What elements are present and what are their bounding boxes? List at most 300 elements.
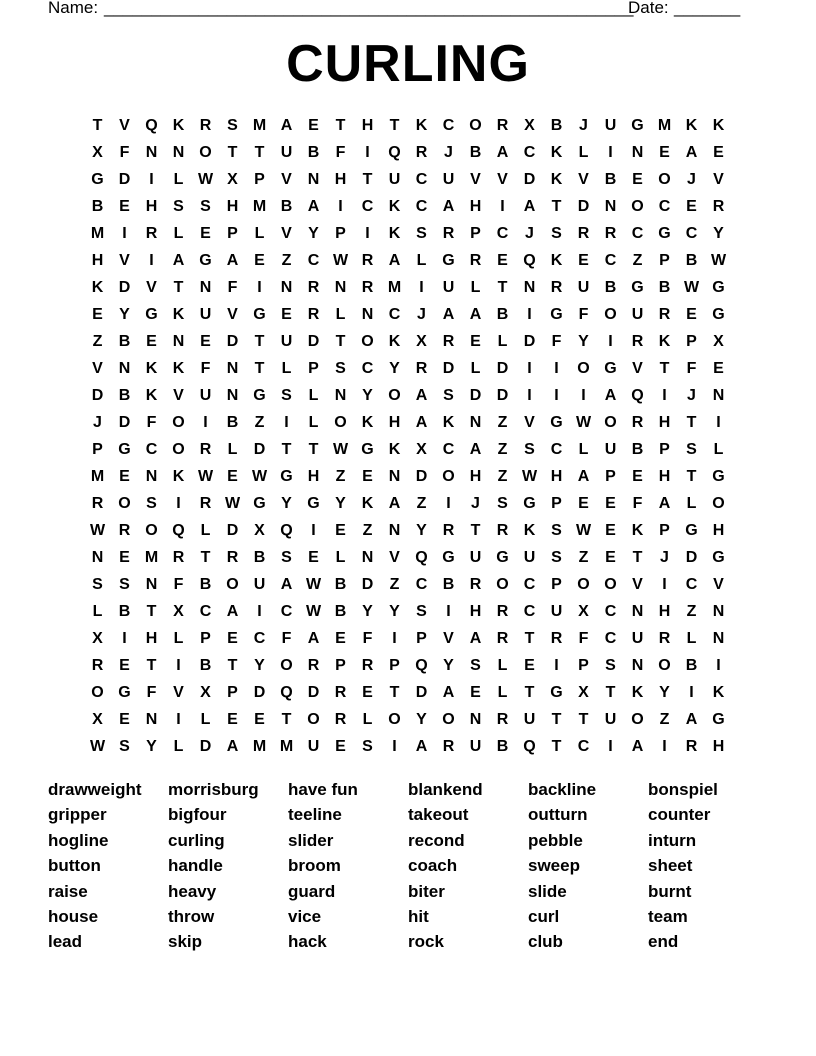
grid-row	[84, 220, 732, 247]
grid-letter: P	[659, 441, 670, 458]
grid-letter: Q	[388, 144, 401, 161]
grid-letter: Z	[92, 333, 103, 350]
grid-letter: C	[658, 198, 671, 215]
grid-letter: T	[524, 684, 535, 701]
grid-letter: K	[631, 522, 644, 539]
grid-letter: Y	[416, 522, 427, 539]
grid-letter: K	[361, 414, 374, 431]
grid-letter: J	[471, 495, 480, 512]
grid-letter: X	[92, 711, 103, 728]
grid-letter: T	[686, 468, 697, 485]
grid-row	[84, 355, 732, 382]
grid-letter: E	[227, 630, 238, 647]
grid-letter: R	[415, 144, 428, 161]
grid-letter: T	[227, 144, 238, 161]
grid-letter: N	[145, 144, 158, 161]
grid-letter: E	[200, 225, 211, 242]
grid-letter: T	[335, 117, 346, 134]
grid-letter: I	[608, 333, 613, 350]
grid-letter: K	[550, 252, 563, 269]
grid-letter: N	[118, 360, 131, 377]
grid-letter: E	[578, 495, 589, 512]
grid-letter: E	[254, 711, 265, 728]
grid-row	[84, 436, 732, 463]
grid-letter: A	[172, 252, 185, 269]
grid-letter: N	[604, 198, 617, 215]
word-list-item: bigfour	[168, 805, 227, 825]
word-list-item: button	[48, 856, 101, 876]
grid-letter: S	[416, 603, 427, 620]
grid-letter: P	[578, 657, 589, 674]
word-list-item: house	[48, 906, 99, 926]
grid-letter: C	[523, 144, 536, 161]
grid-letter: B	[685, 252, 698, 269]
grid-letter: T	[551, 711, 562, 728]
word-list-item: takeout	[408, 805, 469, 825]
grid-letter: X	[173, 603, 184, 620]
grid-letter: G	[280, 468, 293, 485]
grid-letter: E	[605, 549, 616, 566]
grid-letter: Y	[254, 657, 265, 674]
word-list-item: vice	[288, 906, 322, 926]
grid-letter: Y	[389, 603, 400, 620]
grid-letter: U	[442, 279, 455, 296]
grid-letter: J	[525, 225, 534, 242]
grid-letter: V	[713, 576, 724, 593]
grid-row	[84, 544, 732, 571]
grid-letter: P	[551, 495, 562, 512]
grid-letter: R	[631, 414, 644, 431]
grid-letter: A	[442, 306, 455, 323]
grid-letter: Q	[523, 252, 536, 269]
grid-letter: G	[712, 711, 725, 728]
grid-letter: B	[199, 657, 212, 674]
grid-letter: S	[497, 495, 508, 512]
grid-letter: S	[119, 576, 130, 593]
grid-letter: T	[173, 279, 184, 296]
grid-letter: D	[523, 333, 536, 350]
grid-letter: O	[91, 684, 104, 701]
grid-letter: J	[444, 144, 453, 161]
grid-letter: G	[550, 414, 563, 431]
grid-letter: I	[122, 225, 127, 242]
grid-letter: T	[578, 711, 589, 728]
grid-letter: C	[685, 576, 698, 593]
grid-letter: I	[392, 630, 397, 647]
grid-letter: J	[93, 414, 102, 431]
grid-letter: I	[149, 171, 154, 188]
grid-letter: X	[416, 441, 427, 458]
word-list-item: hack	[288, 932, 327, 952]
grid-letter: O	[226, 576, 239, 593]
grid-letter: W	[224, 495, 241, 512]
grid-letter: X	[200, 684, 211, 701]
grid-letter: A	[226, 603, 239, 620]
grid-letter: F	[686, 360, 697, 377]
grid-row	[84, 598, 732, 625]
grid-letter: A	[523, 198, 536, 215]
grid-letter: R	[469, 576, 482, 593]
grid-letter: C	[442, 117, 455, 134]
word-list-item: drawweight	[48, 780, 142, 799]
grid-letter: Z	[254, 414, 265, 431]
grid-letter: S	[551, 225, 562, 242]
grid-letter: I	[500, 198, 505, 215]
grid-letter: S	[416, 225, 427, 242]
grid-letter: M	[252, 198, 267, 215]
grid-letter: I	[527, 387, 532, 404]
grid-letter: G	[361, 441, 374, 458]
grid-letter: C	[361, 198, 374, 215]
grid-letter: Q	[280, 684, 293, 701]
grid-letter: M	[279, 738, 294, 755]
grid-letter: C	[361, 360, 374, 377]
grid-letter: Q	[631, 387, 644, 404]
grid-letter: A	[685, 711, 698, 728]
grid-letter: D	[118, 279, 131, 296]
grid-letter: W	[710, 252, 727, 269]
grid-letter: Y	[119, 306, 130, 323]
grid-letter: J	[660, 549, 669, 566]
grid-letter: G	[118, 441, 131, 458]
grid-letter: B	[118, 603, 131, 620]
grid-letter: N	[361, 549, 374, 566]
grid-letter: E	[578, 252, 589, 269]
grid-letter: A	[631, 738, 644, 755]
grid-letter: Z	[659, 711, 670, 728]
grid-letter: X	[92, 144, 103, 161]
grid-letter: G	[145, 306, 158, 323]
grid-letter: E	[92, 306, 103, 323]
grid-letter: B	[550, 117, 563, 134]
grid-row	[84, 274, 732, 301]
grid-letter: E	[281, 306, 292, 323]
grid-letter: C	[550, 441, 563, 458]
grid-letter: I	[662, 576, 667, 593]
grid-letter: V	[497, 171, 508, 188]
grid-letter: L	[200, 522, 211, 539]
grid-letter: E	[146, 333, 157, 350]
grid-letter: O	[496, 576, 509, 593]
grid-letter: A	[226, 252, 239, 269]
grid-letter: P	[227, 684, 238, 701]
grid-letter: N	[631, 603, 644, 620]
grid-letter: B	[604, 279, 617, 296]
grid-letter: L	[254, 225, 265, 242]
grid-letter: N	[334, 279, 347, 296]
grid-letter: O	[172, 414, 185, 431]
date-blank: _______	[674, 0, 741, 17]
word-list-item: teeline	[288, 805, 342, 825]
grid-letter: D	[442, 360, 455, 377]
grid-row	[84, 328, 732, 355]
grid-letter: B	[496, 306, 509, 323]
grid-letter: A	[226, 738, 239, 755]
grid-letter: Z	[497, 414, 508, 431]
grid-letter: D	[226, 522, 239, 539]
grid-letter: I	[149, 252, 154, 269]
grid-letter: E	[686, 198, 697, 215]
word-list-item: outturn	[528, 805, 588, 825]
grid-letter: P	[200, 630, 211, 647]
grid-letter: U	[442, 171, 455, 188]
grid-letter: A	[388, 495, 401, 512]
grid-letter: S	[200, 198, 211, 215]
grid-letter: E	[335, 738, 346, 755]
grid-letter: S	[686, 441, 697, 458]
grid-letter: Z	[632, 252, 643, 269]
grid-letter: U	[388, 171, 401, 188]
grid-letter: C	[199, 603, 212, 620]
grid-letter: V	[632, 360, 643, 377]
grid-letter: A	[658, 495, 671, 512]
grid-letter: N	[172, 333, 185, 350]
grid-letter: A	[469, 630, 482, 647]
word-list-item: have fun	[288, 780, 358, 799]
grid-letter: L	[308, 387, 319, 404]
grid-letter: C	[604, 252, 617, 269]
grid-letter: T	[659, 360, 670, 377]
grid-letter: F	[362, 630, 373, 647]
grid-letter: P	[686, 333, 697, 350]
grid-letter: B	[334, 603, 347, 620]
grid-letter: Z	[389, 576, 400, 593]
grid-letter: I	[338, 198, 343, 215]
grid-letter: H	[712, 522, 725, 539]
grid-letter: H	[469, 468, 482, 485]
grid-letter: N	[280, 279, 293, 296]
grid-letter: M	[252, 738, 267, 755]
word-list-item: recond	[408, 830, 465, 850]
grid-letter: O	[145, 522, 158, 539]
grid-letter: I	[527, 360, 532, 377]
grid-letter: H	[91, 252, 104, 269]
word-list-item: lead	[48, 932, 83, 952]
grid-letter: R	[172, 549, 185, 566]
grid-letter: E	[254, 252, 265, 269]
grid-letter: H	[712, 738, 725, 755]
word-list-item: club	[528, 932, 563, 952]
grid-letter: E	[119, 657, 130, 674]
grid-letter: F	[227, 279, 238, 296]
grid-letter: R	[199, 117, 212, 134]
grid-letter: N	[388, 522, 401, 539]
grid-letter: O	[631, 198, 644, 215]
grid-letter: R	[442, 225, 455, 242]
grid-letter: T	[281, 441, 292, 458]
grid-letter: C	[280, 603, 293, 620]
grid-letter: D	[415, 684, 428, 701]
grid-letter: G	[253, 495, 266, 512]
grid-letter: W	[197, 468, 214, 485]
grid-letter: T	[254, 144, 265, 161]
grid-letter: O	[172, 441, 185, 458]
grid-letter: R	[496, 117, 509, 134]
grid-letter: O	[577, 576, 590, 593]
word-list-item: curling	[168, 830, 225, 850]
grid-letter: H	[550, 468, 563, 485]
grid-letter: O	[631, 711, 644, 728]
grid-letter: H	[469, 198, 482, 215]
grid-letter: N	[307, 171, 320, 188]
grid-letter: B	[118, 387, 131, 404]
grid-letter: K	[550, 171, 563, 188]
grid-letter: X	[416, 333, 427, 350]
grid-letter: B	[226, 414, 239, 431]
word-list-item: sweep	[528, 856, 580, 876]
grid-row	[84, 409, 732, 436]
grid-letter: T	[389, 117, 400, 134]
grid-letter: D	[361, 576, 374, 593]
grid-letter: F	[632, 495, 643, 512]
grid-letter: V	[470, 171, 481, 188]
grid-letter: F	[173, 576, 184, 593]
word-list-item: curl	[528, 906, 560, 926]
grid-letter: R	[334, 684, 347, 701]
grid-letter: P	[92, 441, 103, 458]
grid-letter: D	[523, 171, 536, 188]
grid-letter: F	[578, 630, 589, 647]
grid-letter: T	[227, 657, 238, 674]
grid-letter: F	[200, 360, 211, 377]
grid-letter: U	[280, 144, 293, 161]
grid-letter: E	[308, 549, 319, 566]
grid-letter: L	[470, 279, 481, 296]
word-list-item: skip	[168, 932, 203, 952]
grid-letter: C	[496, 225, 509, 242]
grid-row	[84, 463, 732, 490]
grid-letter: U	[631, 630, 644, 647]
grid-letter: G	[550, 684, 563, 701]
grid-letter: P	[335, 225, 346, 242]
grid-letter: E	[659, 144, 670, 161]
word-list-item: handle	[168, 856, 223, 876]
grid-letter: Z	[281, 252, 292, 269]
grid-letter: S	[227, 117, 238, 134]
grid-letter: Z	[497, 468, 508, 485]
grid-letter: E	[335, 630, 346, 647]
grid-letter: R	[199, 441, 212, 458]
grid-letter: V	[524, 414, 535, 431]
name-blank: ________________________________________________________	[104, 0, 634, 17]
grid-letter: F	[281, 630, 292, 647]
grid-row	[84, 517, 732, 544]
grid-letter: H	[145, 198, 158, 215]
word-list-item: pebble	[528, 830, 583, 850]
grid-letter: W	[89, 522, 106, 539]
grid-letter: L	[497, 333, 508, 350]
grid-letter: R	[577, 225, 590, 242]
grid-letter: K	[685, 117, 698, 134]
grid-letter: W	[683, 279, 700, 296]
grid-letter: I	[689, 684, 694, 701]
grid-letter: G	[712, 306, 725, 323]
grid-letter: A	[280, 576, 293, 593]
grid-letter: G	[631, 117, 644, 134]
grid-letter: O	[442, 711, 455, 728]
grid-letter: B	[685, 657, 698, 674]
grid-letter: A	[469, 441, 482, 458]
grid-letter: T	[200, 549, 211, 566]
word-list-item: slide	[528, 881, 567, 901]
grid-letter: E	[713, 144, 724, 161]
grid-letter: I	[716, 657, 721, 674]
grid-letter: S	[173, 198, 184, 215]
grid-letter: N	[712, 630, 725, 647]
grid-letter: L	[173, 225, 184, 242]
grid-letter: Q	[172, 522, 185, 539]
grid-letter: F	[146, 414, 157, 431]
grid-letter: D	[118, 171, 131, 188]
grid-letter: E	[119, 468, 130, 485]
grid-letter: K	[172, 117, 185, 134]
grid-letter: T	[470, 522, 481, 539]
word-list-item: morrisburg	[168, 780, 259, 799]
grid-letter: Y	[362, 387, 373, 404]
grid-letter: A	[415, 414, 428, 431]
grid-letter: G	[118, 684, 131, 701]
grid-letter: S	[119, 738, 130, 755]
grid-letter: L	[416, 252, 427, 269]
grid-letter: L	[686, 495, 697, 512]
grid-letter: A	[685, 144, 698, 161]
grid-letter: D	[199, 738, 212, 755]
grid-letter: N	[91, 549, 104, 566]
grid-letter: U	[523, 711, 536, 728]
grid-letter: L	[173, 738, 184, 755]
grid-letter: U	[469, 549, 482, 566]
grid-letter: U	[523, 549, 536, 566]
word-list-item: guard	[288, 881, 336, 901]
grid-letter: L	[173, 171, 184, 188]
grid-letter: P	[389, 657, 400, 674]
grid-letter: R	[442, 333, 455, 350]
grid-letter: V	[713, 171, 724, 188]
grid-row	[84, 706, 732, 733]
grid-letter: U	[253, 576, 266, 593]
grid-letter: M	[90, 468, 105, 485]
grid-letter: E	[362, 468, 373, 485]
grid-letter: O	[604, 414, 617, 431]
grid-letter: Q	[523, 738, 536, 755]
grid-letter: M	[657, 117, 672, 134]
grid-row	[84, 382, 732, 409]
grid-letter: L	[578, 144, 589, 161]
word-list-item: coach	[408, 856, 458, 876]
word-list-item: throw	[168, 906, 215, 926]
grid-letter: S	[335, 360, 346, 377]
word-list-item: inturn	[648, 830, 697, 850]
grid-letter: R	[604, 225, 617, 242]
grid-letter: O	[469, 117, 482, 134]
grid-letter: B	[496, 738, 509, 755]
grid-row	[84, 625, 732, 652]
grid-letter: E	[470, 684, 481, 701]
grid-letter: Q	[415, 549, 428, 566]
name-label: Name:	[48, 0, 99, 17]
grid-letter: C	[631, 225, 644, 242]
grid-letter: L	[227, 441, 238, 458]
grid-letter: R	[550, 630, 563, 647]
grid-letter: R	[496, 522, 509, 539]
grid-letter: I	[446, 603, 451, 620]
grid-letter: B	[118, 333, 131, 350]
grid-letter: P	[659, 522, 670, 539]
grid-letter: M	[144, 549, 159, 566]
grid-letter: C	[685, 225, 698, 242]
grid-letter: F	[335, 144, 346, 161]
grid-letter: T	[281, 711, 292, 728]
